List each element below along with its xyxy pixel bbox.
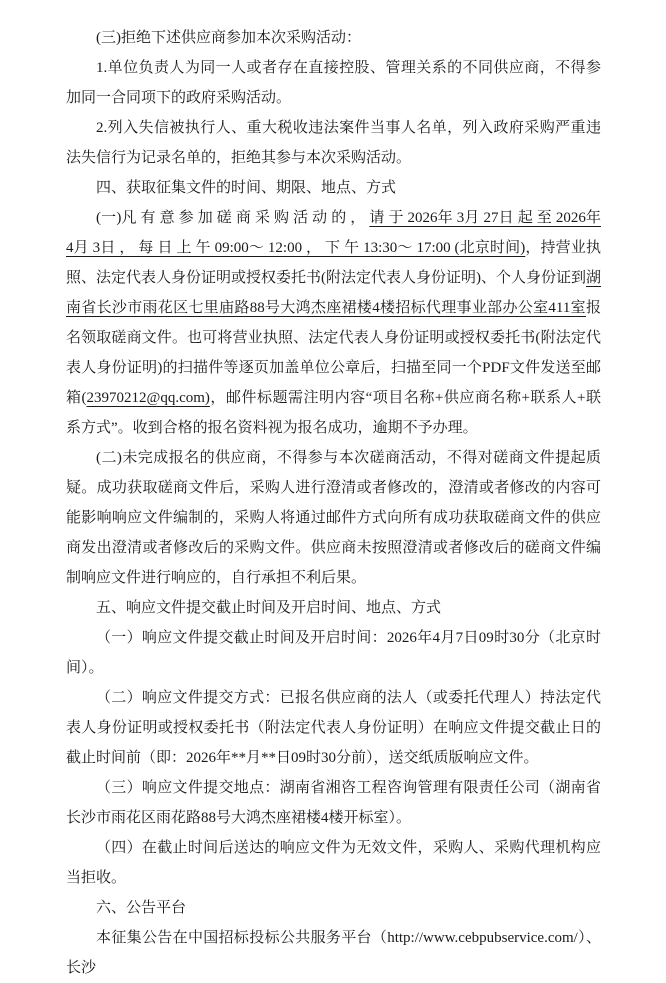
underlined-email-address: 23970212@qq.com)	[86, 390, 210, 406]
para-submission-location	[66, 773, 601, 833]
para-same-person-rule	[66, 53, 601, 113]
heading-section-6-announcement-platform	[66, 893, 601, 923]
text-segment: 四、获取征集文件的时间、期限、地点、方式	[96, 180, 397, 196]
para-reject-intro	[66, 23, 601, 53]
text-segment: ，持营业执照、法定代表人身份证明或授权委托书(附法定代表人身份证明)、个人身份证到	[66, 240, 601, 286]
para-late-documents-invalid	[66, 833, 601, 893]
text-segment: (一)凡 有 意 参 加 磋 商 采 购 活 动 的 ，	[96, 210, 370, 226]
para-submission-method	[66, 683, 601, 773]
heading-section-5-response-submission	[66, 593, 601, 623]
text-segment: (三)拒绝下述供应商参加本次采购活动：	[96, 30, 361, 46]
text-segment: (二)未完成报名的供应商，不得参与本次磋商活动，不得对磋商文件提起质疑。成功获取磋商文件后，采购人进行澄清或者修改的，澄清或者修改的内容可能影响响应文件编制的，采购人将通过邮件方式向所有成功获取磋商文件的供应商发出澄清或者修改后的采购文件。供应商未按照澄清或者修改后的磋商文件编制响应文件进行响应的，自行承担不利后果。	[66, 450, 601, 586]
text-segment: 本征集公告在中国招标投标公共服务平台（http://www.cebpubservice.com/）、长沙	[66, 930, 601, 976]
text-segment: 2.列入失信被执行人、重大税收违法案件当事人名单，列入政府采购严重违法失信行为记录名单的，拒绝其参与本次采购活动。	[66, 120, 601, 166]
para-dishonest-list-rule	[66, 113, 601, 173]
text-segment: 报名领取磋商文件。也可将营业执照、法定代表人身份证明或授权委托书(附法定代表人身份证明)的扫描件等逐页加盖单位公章后，扫描至同一个PDF文件发送至邮箱(	[66, 300, 601, 406]
heading-section-4-obtain-documents	[66, 173, 601, 203]
underlined-registration-address: 湖南省长沙市雨花区七里庙路88号大鸿杰座裙楼4楼招标代理事业部办公室411室	[66, 270, 602, 316]
underlined-date-time-range: 请 于 2026年 3月 27日 起 至 2026年 4月 3日 ， 每 日 上 午 09:00～ 12:00 ， 下 午 13:30～ 17:00 (北京时间)	[66, 210, 601, 256]
para-announcement-platform-url	[66, 923, 601, 983]
text-segment: 1.单位负责人为同一人或者存在直接控股、管理关系的不同供应商，不得参加同一合同项下的政府采购活动。	[66, 60, 601, 106]
text-segment: （四）在截止时间后送达的响应文件为无效文件，采购人、采购代理机构应当拒收。	[66, 840, 601, 886]
text-segment: 五、响应文件提交截止时间及开启时间、地点、方式	[96, 600, 442, 616]
text-segment: （一）响应文件提交截止时间及开启时间：2026年4月7日09时30分（北京时间）。	[66, 630, 601, 676]
para-obtain-documents-details	[66, 203, 601, 443]
text-segment: （三）响应文件提交地点：湖南省湘咨工程咨询管理有限责任公司（湖南省长沙市雨花区雨花路88号大鸿杰座裙楼4楼开标室）。	[66, 780, 601, 826]
para-unregistered-suppliers-rule	[66, 443, 601, 593]
text-segment: 六、公告平台	[96, 900, 187, 916]
text-segment: （二）响应文件提交方式：已报名供应商的法人（或委托代理人）持法定代表人身份证明或授权委托书（附法定代表人身份证明）在响应文件提交截止日的截止时间前（即：2026年**月**日09时30分前），送交纸质版响应文件。	[66, 690, 601, 766]
text-segment: ，邮件标题需注明内容“项目名称+供应商名称+联系人+联系方式”。收到合格的报名资料视为报名成功，逾期不予办理。	[66, 390, 601, 436]
para-deadline-and-opening-time	[66, 623, 601, 683]
